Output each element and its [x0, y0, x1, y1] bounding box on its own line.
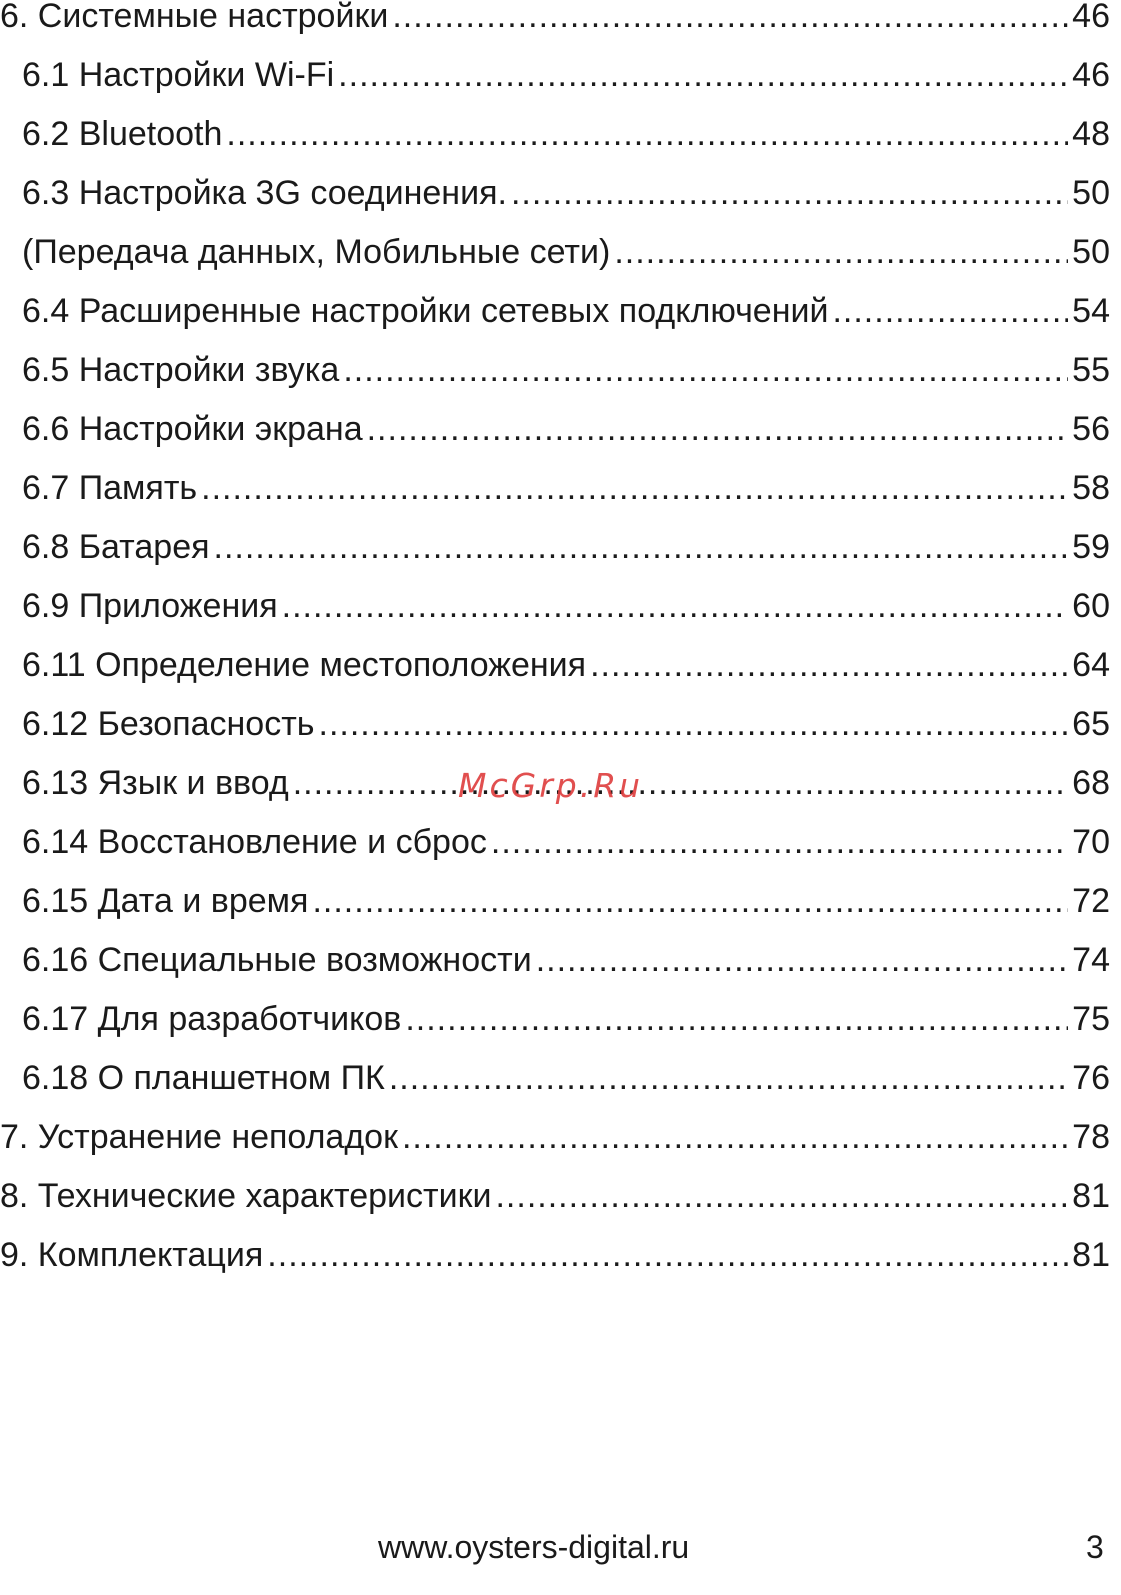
toc-entry[interactable] [0, 525, 1110, 569]
toc-entry-label: 6.14 Восстановление и сброс [22, 823, 487, 861]
toc-entry-page: 78 [1072, 1118, 1110, 1156]
toc-entry-page: 75 [1072, 1000, 1110, 1038]
toc-entry-page: 68 [1072, 764, 1110, 802]
toc-entry-label: 6.5 Настройки звука [22, 351, 340, 389]
toc-entry-page: 74 [1072, 941, 1110, 979]
toc-entry-page: 58 [1072, 469, 1110, 507]
toc-dot-leader [389, 1056, 1068, 1100]
toc-entry-label: 6.8 Батарея [22, 528, 210, 566]
toc-entry[interactable] [0, 1233, 1110, 1277]
toc-entry-page: 60 [1072, 587, 1110, 625]
toc-entry-label: 6.2 Bluetooth [22, 115, 223, 153]
toc-entry-label: 6.17 Для разработчиков [22, 1000, 402, 1038]
toc-entry-page: 81 [1072, 1177, 1110, 1215]
toc-entry-label: 6.15 Дата и время [22, 882, 309, 920]
toc-dot-leader [536, 938, 1068, 982]
toc-entry[interactable] [0, 1056, 1110, 1100]
toc-entry[interactable] [0, 230, 1110, 274]
toc-entry-page: 76 [1072, 1059, 1110, 1097]
toc-dot-leader [392, 0, 1068, 38]
toc-dot-leader [511, 171, 1068, 215]
toc-entry[interactable] [0, 289, 1110, 333]
toc-entry-label: 6.12 Безопасность [22, 705, 315, 743]
toc-dot-leader [267, 1233, 1068, 1277]
toc-dot-leader [614, 230, 1068, 274]
toc-entry-label: 6.16 Специальные возможности [22, 941, 532, 979]
toc-entry-page: 54 [1072, 292, 1110, 330]
toc-entry[interactable] [0, 466, 1110, 510]
toc-entry[interactable] [0, 1115, 1110, 1159]
toc-entry-label: 6.3 Настройка 3G соединения. [22, 174, 507, 212]
toc-dot-leader [495, 1174, 1068, 1218]
toc-entry-page: 46 [1072, 0, 1110, 35]
toc-entry[interactable] [0, 938, 1110, 982]
toc-dot-leader [201, 466, 1068, 510]
toc-dot-leader [405, 997, 1068, 1041]
page-number: 3 [1086, 1529, 1104, 1565]
toc-entry[interactable] [0, 997, 1110, 1041]
toc-entry[interactable] [0, 348, 1110, 392]
toc-entry[interactable] [0, 407, 1110, 451]
toc-entry-label: 6.9 Приложения [22, 587, 278, 625]
toc-entry-label: 9. Комплектация [0, 1236, 264, 1274]
toc-dot-leader [293, 761, 1068, 805]
toc-entry-page: 59 [1072, 528, 1110, 566]
toc-entry-label: 6.1 Настройки Wi-Fi [22, 56, 335, 94]
toc-dot-leader [491, 820, 1068, 864]
toc-entry-label: (Передача данных, Мобильные сети) [22, 233, 611, 271]
toc-dot-leader [319, 702, 1069, 746]
toc-dot-leader [226, 112, 1068, 156]
toc-dot-leader [282, 584, 1069, 628]
toc-entry-label: 6.6 Настройки экрана [22, 410, 363, 448]
toc-dot-leader [832, 289, 1068, 333]
toc-entry-page: 56 [1072, 410, 1110, 448]
toc-dot-leader [214, 525, 1069, 569]
toc-entry-label: 7. Устранение неполадок [0, 1118, 398, 1156]
toc-entry-page: 50 [1072, 174, 1110, 212]
toc-entry[interactable] [0, 643, 1110, 687]
toc-entry-page: 48 [1072, 115, 1110, 153]
toc-dot-leader [338, 53, 1068, 97]
toc-entry-page: 55 [1072, 351, 1110, 389]
toc-entry[interactable] [0, 53, 1110, 97]
toc-entry-label: 6. Системные настройки [0, 0, 389, 35]
toc-entry-label: 6.13 Язык и ввод [22, 764, 289, 802]
toc-entry-page: 70 [1072, 823, 1110, 861]
toc-entry-label: 8. Технические характеристики [0, 1177, 492, 1215]
toc-entry-page: 50 [1072, 233, 1110, 271]
toc-entry-label: 6.7 Память [22, 469, 198, 507]
toc-entry-label: 6.11 Определение местоположения [22, 646, 587, 684]
toc-entry-page: 72 [1072, 882, 1110, 920]
toc-dot-leader [402, 1115, 1068, 1159]
toc-entry[interactable] [0, 0, 1110, 38]
toc-entry[interactable] [0, 584, 1110, 628]
footer-website-url[interactable]: www.oysters-digital.ru [378, 1529, 690, 1565]
toc-entry[interactable] [0, 879, 1110, 923]
toc-entry-page: 46 [1072, 56, 1110, 94]
toc-dot-leader [343, 348, 1068, 392]
toc-entry-page: 64 [1072, 646, 1110, 684]
toc-entry-page: 81 [1072, 1236, 1110, 1274]
toc-entry[interactable] [0, 820, 1110, 864]
toc-entry[interactable] [0, 171, 1110, 215]
toc-entry[interactable] [0, 1174, 1110, 1218]
toc-entry[interactable] [0, 112, 1110, 156]
toc-dot-leader [590, 643, 1068, 687]
toc-entry-page: 65 [1072, 705, 1110, 743]
toc-dot-leader [312, 879, 1068, 923]
toc-entry-label: 6.4 Расширенные настройки сетевых подключений [22, 292, 829, 330]
toc-entry[interactable] [0, 702, 1110, 746]
toc-entry-label: 6.18 О планшетном ПК [22, 1059, 385, 1097]
watermark: McGrp.Ru [458, 766, 644, 805]
toc-dot-leader [367, 407, 1069, 451]
